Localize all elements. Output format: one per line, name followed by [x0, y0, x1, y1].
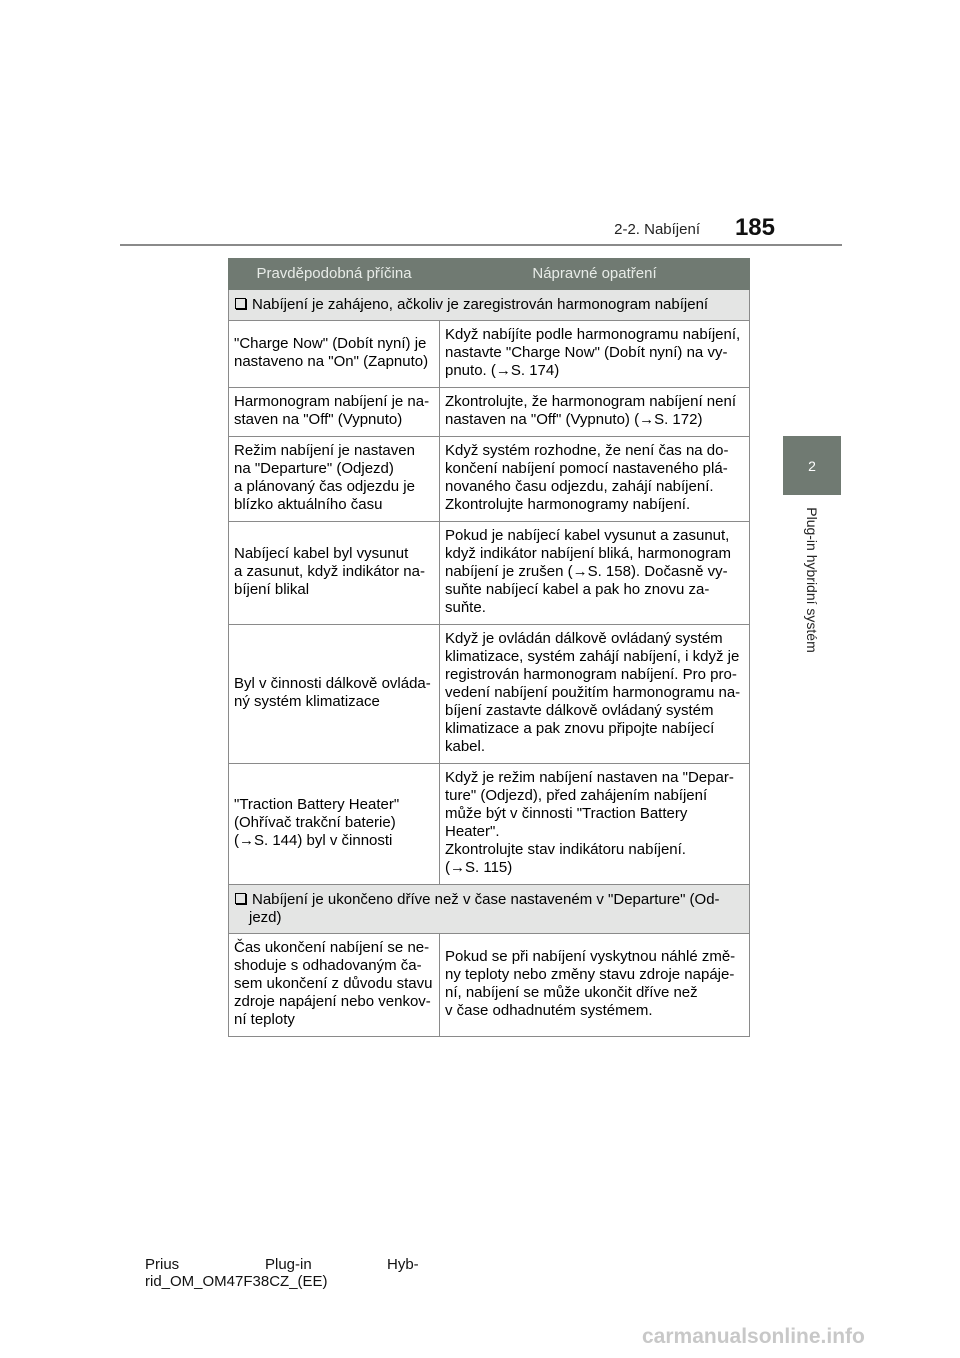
remedy-cell: Když je ovládán dálkově ovládaný systém klimatizace, systém zahájí nabíjení, i když je registrován harmonogram nabíjení. Pro pro- vedení nabíjení použitím harmonogramu na- bíjení zastavte dálkově ovládaný systém klimatizace a pak znovu připojte nabíjecí kabel. — [440, 625, 750, 764]
section-title: 2-2. Nabíjení — [614, 221, 700, 238]
page-number: 185 — [734, 214, 775, 241]
cause-cell: Byl v činnosti dálkově ovláda- ný systém klimatizace — [229, 625, 440, 764]
section-title: Nabíjení je zahájeno, ačkoliv je zaregistrován harmonogram nabíjení — [252, 296, 709, 313]
document-footer — [145, 1256, 445, 1290]
cause-cell: Harmonogram nabíjení je na- staven na "Off" (Vypnuto) — [229, 388, 440, 437]
troubleshooting-table — [228, 258, 750, 1037]
footer-word: Prius — [145, 1256, 180, 1273]
remedy-cell: Pokud je nabíjecí kabel vysunut a zasunut, když indikátor nabíjení bliká, harmonogram nabíjení je zrušen (→S. 158). Dočasně vy- suňte nabíjecí kabel a pak ho znovu za- suňte. — [440, 522, 750, 625]
section-title: Nabíjení je ukončeno dříve než v čase nastaveném v "Departure" (Od- — [252, 891, 720, 908]
remedy-cell: Když systém rozhodne, že není čas na do- končení nabíjení pomocí nastaveného plá- novaného času odjezdu, zahájí nabíjení. Zkontrolujte harmonogramy nabíjení. — [440, 437, 750, 522]
chapter-title-vertical — [783, 500, 841, 660]
header-cause: Pravděpodobná příčina — [229, 259, 440, 290]
table-row — [229, 522, 750, 625]
section-row — [229, 885, 750, 934]
remedy-cell: Zkontrolujte, že harmonogram nabíjení není nastaven na "Off" (Vypnuto) (→S. 172) — [440, 388, 750, 437]
table-row — [229, 388, 750, 437]
table-row — [229, 321, 750, 388]
section-title-continued: jezd) — [249, 909, 282, 926]
cause-cell: "Traction Battery Heater" (Ohřívač trakční baterie) (→S. 144) byl v činnosti — [229, 764, 440, 885]
table-header-row — [229, 259, 750, 290]
header-divider — [120, 244, 842, 246]
chapter-tab[interactable]: 2 — [783, 436, 841, 495]
cause-cell: Nabíjecí kabel byl vysunut a zasunut, když indikátor na- bíjení blikal — [229, 522, 440, 625]
chapter-title-label: Plug-in hybridní systém — [804, 507, 820, 653]
checkbox-icon — [235, 893, 246, 904]
cause-cell: "Charge Now" (Dobít nyní) je nastaveno na "On" (Zapnuto) — [229, 321, 440, 388]
footer-word: Plug-in — [265, 1256, 312, 1273]
section-row — [229, 290, 750, 321]
header-remedy: Nápravné opatření — [440, 259, 750, 290]
watermark: carmanualsonline.info — [642, 1325, 865, 1348]
remedy-cell: Pokud se při nabíjení vyskytnou náhlé změ- ny teploty nebo změny stavu zdroje napáje- ní, nabíjení se může ukončit dříve než v čase odhadnutém systémem. — [440, 934, 750, 1037]
remedy-cell: Když je režim nabíjení nastaven na "Depar- ture" (Odjezd), před zahájením nabíjení může být v činnosti "Traction Battery Heater". Zkontrolujte stav indikátoru nabíjení. (→S. 115) — [440, 764, 750, 885]
remedy-cell: Když nabíjíte podle harmonogramu nabíjení, nastavte "Charge Now" (Dobít nyní) na vy- pnuto. (→S. 174) — [440, 321, 750, 388]
cause-cell: Režim nabíjení je nastaven na "Departure" (Odjezd) a plánovaný čas odjezdu je blízko aktuálního času — [229, 437, 440, 522]
cause-cell: Čas ukončení nabíjení se ne- shoduje s odhadovaným ča- sem ukončení z důvodu stavu zdroje napájení nebo venkov- ní teploty — [229, 934, 440, 1037]
footer-doc-code: rid_OM_OM47F38CZ_(EE) — [145, 1273, 328, 1290]
checkbox-icon — [235, 298, 246, 309]
table-row — [229, 437, 750, 522]
footer-word: Hyb- — [387, 1256, 419, 1273]
table-row — [229, 764, 750, 885]
table-row — [229, 625, 750, 764]
table-row — [229, 934, 750, 1037]
